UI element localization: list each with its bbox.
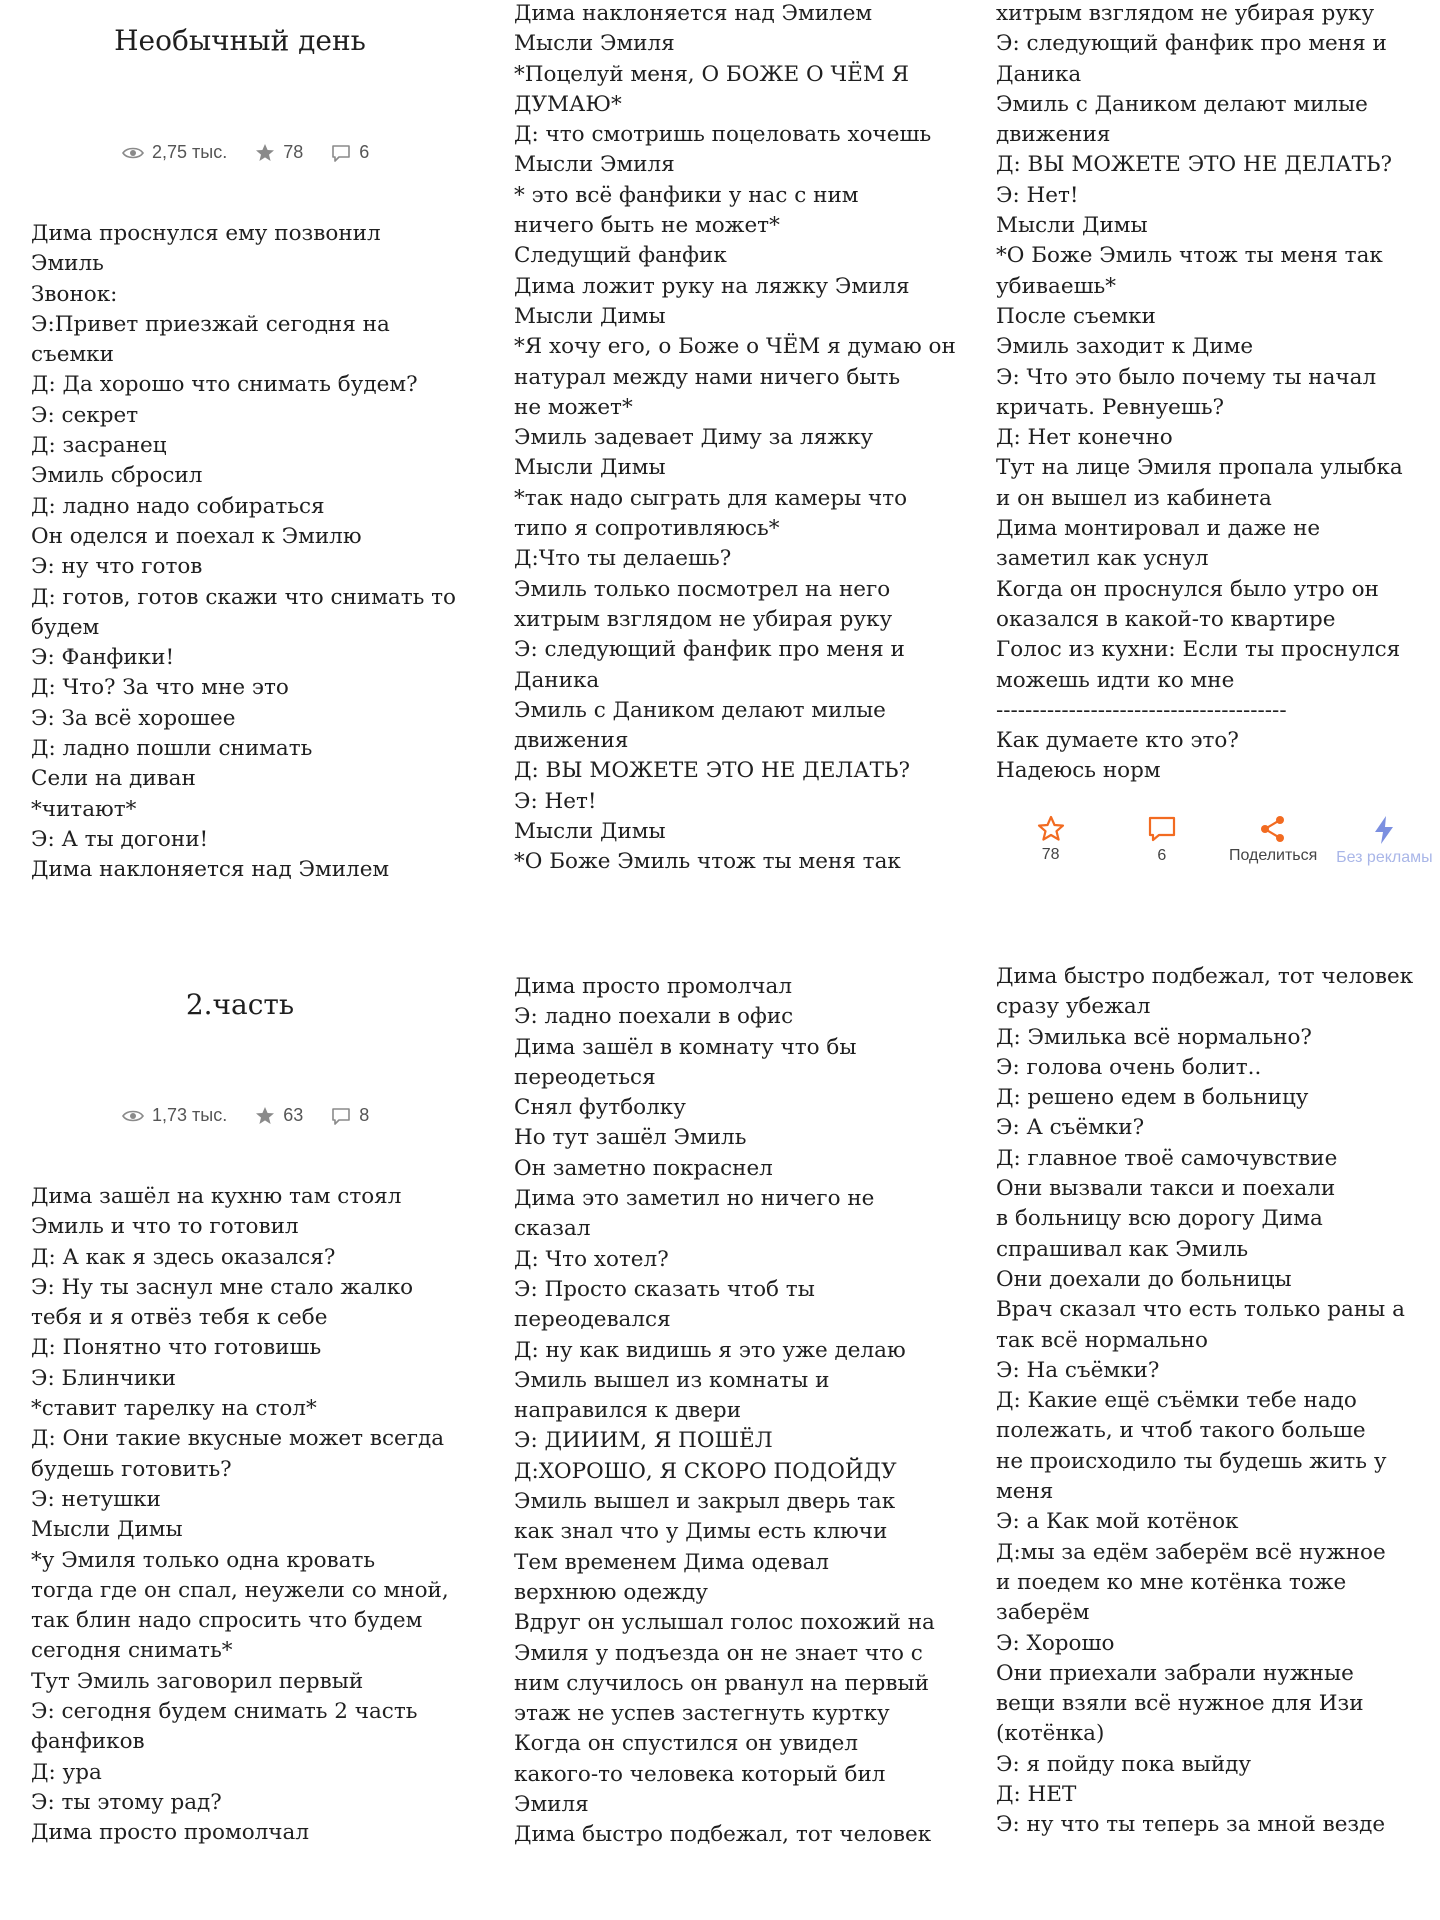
text-line: Дима просто промолчал [514,974,792,999]
text-line: не происходило ты будешь жить у [996,1448,1387,1474]
text-line: сразу убежал [996,994,1151,1020]
eye-icon [122,1109,144,1123]
text-column-p2-c1 [31,1182,481,1856]
text-line: Они вызвали такси и поехали [996,1176,1336,1202]
text-line: Дима быстро подбежал, тот человек [514,1822,932,1848]
text-line: Д: Да хорошо что снимать будем? [31,372,418,398]
text-line: как знал что у Димы есть ключи [514,1519,888,1545]
text-line: Следущий фанфик [514,243,727,269]
text-line: Эмиль сбросил [31,463,203,489]
text-line: сегодня снимать* [31,1638,233,1664]
text-line: натурал между нами ничего быть [514,364,901,390]
text-line: * это всё фанфики у нас с ним [514,182,859,208]
text-line: Э: Нет! [514,788,597,814]
text-column-p2-c3 [996,962,1440,1847]
text-line: (котёнка) [996,1721,1105,1747]
text-line: Д: ладно надо собираться [31,493,325,519]
text-line: Мысли Димы [514,303,666,329]
text-line: Тут Эмиль заговорил первый [31,1668,364,1694]
text-line: Снял футболку [514,1095,686,1121]
text-line: движения [514,728,629,754]
text-line: направился к двери [514,1398,742,1424]
text-line: Д:мы за едём заберём всё нужное [996,1539,1386,1565]
text-line: Эмиля у подъезда он не знает что с [514,1640,923,1666]
text-line: заберём [996,1600,1090,1626]
text-line: движения [996,122,1111,148]
text-line: будешь готовить? [31,1456,232,1482]
text-line: Э: я пойду пока выйду [996,1751,1252,1777]
text-line: ДУМАЮ* [514,91,622,117]
text-line: После съемки [996,303,1156,329]
text-line: типо я сопротивляюсь* [514,516,780,542]
text-line: и он вышел из кабинета [996,485,1272,511]
share-icon [1259,815,1287,843]
text-line: так всё нормально [996,1327,1208,1353]
like-button[interactable] [995,815,1106,875]
text-line: Эмиль и что то готовил [31,1214,299,1240]
comment-icon [331,1107,351,1125]
text-line: Э: Нет! [996,182,1079,208]
text-line: хитрым взглядом не убирая руку [996,1,1375,26]
text-line: Д: Нет конечно [996,425,1173,451]
text-line: Э: Просто сказать чтоб ты [514,1276,815,1302]
text-line: Они приехали забрали нужные [996,1660,1354,1686]
text-line: Э: а Как мой котёнок [996,1509,1239,1535]
text-line: Но тут зашёл Эмиль [514,1125,747,1151]
text-line: Когда он спустился он увидел [514,1731,859,1757]
text-line: не может* [514,394,633,420]
text-line: фанфиков [31,1729,145,1755]
text-line: *у Эмиля только одна кровать [31,1547,376,1573]
text-line: Он оделся и поехал к Эмилю [31,523,362,549]
text-line: оказался в какой-то квартире [996,606,1336,632]
text-column-p2-c2 [514,972,974,1854]
text-line: Э: На съёмки? [996,1357,1160,1383]
text-line: Д:Что ты делаешь? [514,546,732,572]
text-line: Мысли Димы [514,455,666,481]
text-line: хитрым взглядом не убирая руку [514,606,893,632]
stars-count: 78 [283,142,304,162]
text-line: ---------------------------------------- [996,697,1287,723]
text-line: какого-то человека который бил [514,1761,886,1787]
text-line: спрашивал как Эмиль [996,1236,1249,1262]
text-line: Э: ну что готов [31,554,203,580]
text-line: Д: Понятно что готовишь [31,1335,322,1361]
text-line: Э: сегодня будем снимать 2 часть [31,1699,418,1725]
text-line: переодеться [514,1064,656,1090]
text-line: Э: следующий фанфик про меня и [996,31,1387,57]
text-line: Д: засранец [31,433,167,459]
text-line: и поедем ко мне котёнка тоже [996,1569,1347,1595]
text-line: Дима ложит руку на ляжку Эмиля [514,273,910,299]
story-title-part2: 2.часть [185,988,295,1021]
eye-icon [122,146,144,160]
text-line: Э: А съёмки? [996,1115,1145,1141]
stars-count: 63 [283,1105,304,1125]
text-line: Дима монтировал и даже не [996,516,1321,542]
text-line: *читают* [31,796,137,822]
text-line: Д: что смотришь поцеловать хочешь [514,122,932,148]
text-line: Врач сказал что есть только раны а [996,1297,1405,1323]
star-icon [255,1106,275,1125]
text-line: Д: А как я здесь оказался? [31,1244,336,1270]
text-line: *О Боже Эмиль чтож ты меня так [514,849,901,875]
text-column-p1-c1 [31,219,481,891]
star-icon [255,143,275,162]
text-line: Эмиль задевает Диму за ляжку [514,425,874,451]
text-line: переодевался [514,1307,671,1333]
text-line: тебя и я отвёз тебя к себе [31,1305,328,1331]
text-line: Мысли Димы [514,819,666,845]
story-stats-part2 [122,1105,369,1126]
text-line: Эмиль с Даником делают милые [514,697,886,723]
text-line: Д: главное твоё самочувствие [996,1145,1338,1171]
text-line: вещи взяли всё нужное для Изи [996,1691,1364,1717]
text-line: Дима наклоняется над Эмилем [31,857,390,883]
text-line: Д: Они такие вкусные может всегда [31,1426,445,1452]
text-line: *так надо сыграть для камеры что [514,485,908,511]
text-line: Э: ну что ты теперь за мной везде [996,1812,1386,1838]
text-line: Э: А ты догони! [31,826,209,852]
text-line: так блин надо спросить что будем [31,1608,423,1634]
text-line: Дима проснулся ему позвонил [31,221,381,246]
text-line: ничего быть не может* [514,213,780,239]
text-line: Э: нетушки [31,1486,161,1512]
text-line: Э: Ну ты заснул мне стало жалко [31,1274,414,1300]
text-line: убиваешь* [996,273,1117,299]
text-line: Э: секрет [31,402,139,428]
comment-outline-icon [1147,815,1177,843]
text-line: заметил как уснул [996,546,1209,572]
story-actions-bar [995,815,1440,875]
text-line: *ставит тарелку на стол* [31,1396,317,1422]
text-line: *О Боже Эмиль чтож ты меня так [996,243,1383,269]
text-line: полежать, и чтоб такого больше [996,1418,1366,1444]
text-line: Э: следующий фанфик про меня и [514,637,905,663]
stars-stat [255,142,303,163]
text-line: Мысли Эмиля [514,152,675,178]
text-line: Даника [514,667,600,693]
text-line: Д: решено едем в больницу [996,1085,1309,1111]
text-line: Он заметно покраснел [514,1155,773,1181]
text-line: *Я хочу его, о Боже о ЧЁМ я думаю он [514,334,956,360]
text-line: Эмиль [31,251,104,277]
story-title-part1: Необычный день [114,24,366,57]
text-line: Мысли Эмиля [514,31,675,57]
like-count: 78 [1041,846,1060,863]
text-line: этаж не успев застегнуть куртку [514,1701,890,1727]
text-line: Эмиль с Даником делают милые [996,91,1368,117]
text-line: Вдруг он услышал голос похожий на [514,1610,935,1636]
text-line: Э: ладно поехали в офис [514,1004,794,1030]
text-line: Д: ладно пошли снимать [31,736,313,762]
text-line: Эмиль вышел и закрыл дверь так [514,1489,896,1515]
text-column-p1-c3 [996,0,1440,789]
text-line: Д: ВЫ МОЖЕТЕ ЭТО НЕ ДЕЛАТЬ? [996,152,1392,178]
text-line: тогда где он спал, неужели со мной, [31,1577,449,1603]
text-line: Дима зашёл в комнату что бы [514,1034,857,1060]
text-line: Д: ну как видишь я это уже делаю [514,1337,906,1363]
text-line: Д: Что? За что мне это [31,675,289,701]
text-line: Даника [996,61,1082,87]
story-stats-part1 [122,142,369,163]
text-line: Э: ты этому рад? [31,1789,222,1815]
text-line: Мысли Димы [996,213,1148,239]
text-line: Д: ВЫ МОЖЕТЕ ЭТО НЕ ДЕЛАТЬ? [514,758,910,784]
views-count: 1,73 тыс. [152,1105,228,1125]
text-line: Тут на лице Эмиля пропала улыбка [996,455,1403,481]
views-count: 2,75 тыс. [152,142,228,162]
text-line: Д:ХОРОШО, Я СКОРО ПОДОЙДУ [514,1458,897,1484]
text-line: Как думаете кто это? [996,728,1239,754]
text-line: Д: Что хотел? [514,1246,669,1272]
text-line: Д: НЕТ [996,1782,1077,1808]
comments-count: 6 [359,142,370,162]
text-line: Эмиль вышел из комнаты и [514,1367,830,1393]
text-line: Э: Фанфики! [31,645,175,671]
text-line: Звонок: [31,281,118,307]
share-label: Поделиться [1228,847,1318,864]
lightning-icon [1373,815,1395,845]
views-stat [122,1105,227,1126]
text-line: Дима это заметил но ничего не [514,1186,875,1212]
text-line: Тем временем Дима одевал [514,1549,829,1575]
text-line: Э: За всё хорошее [31,705,236,731]
comments-count: 8 [359,1105,370,1125]
text-line: Надеюсь норм [996,758,1161,784]
views-stat [122,142,227,163]
comments-stat [331,142,369,163]
comments-button[interactable] [1106,815,1217,875]
text-line: ним случилось он рванул на первый [514,1670,929,1696]
text-line: в больницу всю дорогу Дима [996,1206,1323,1232]
text-line: Э: Что это было почему ты начал [996,364,1377,390]
text-column-p1-c2 [514,0,974,885]
text-line: можешь идти ко мне [996,667,1235,693]
stars-stat [255,1105,303,1126]
star-outline-icon [1037,815,1065,842]
text-line: съемки [31,342,114,368]
text-line: верхнюю одежду [514,1579,708,1605]
text-line: будем [31,614,100,640]
text-line: Д: Какие ещё съёмки тебе надо [996,1388,1357,1414]
text-line: Д: Эмилька всё нормально? [996,1024,1312,1050]
text-line: Эмиль заходит к Диме [996,334,1254,360]
text-line: Голос из кухни: Если ты проснулся [996,637,1401,663]
text-line: Дима зашёл на кухню там стоял [31,1184,402,1209]
text-line: Э: ДИИИМ, Я ПОШЁЛ [514,1428,773,1454]
comments-action-count: 6 [1157,847,1167,864]
no-ads-button[interactable] [1329,815,1440,875]
share-button[interactable] [1218,815,1329,875]
text-line: *Поцелуй меня, О БОЖЕ О ЧЁМ Я [514,61,910,87]
text-line: сказал [514,1216,591,1242]
text-line: меня [996,1479,1054,1505]
text-line: Мысли Димы [31,1517,183,1543]
comment-icon [331,144,351,162]
text-line: Они доехали до больницы [996,1266,1292,1292]
comments-stat [331,1105,369,1126]
text-line: Дима наклоняется над Эмилем [514,1,873,26]
text-line: Эмиль только посмотрел на него [514,576,891,602]
text-line: Э: голова очень болит.. [996,1054,1262,1080]
text-line: Э: Блинчики [31,1365,176,1391]
text-line: Дима просто промолчал [31,1820,309,1846]
text-line: Эмиля [514,1792,589,1818]
text-line: кричать. Ревнуешь? [996,394,1225,420]
text-line: Когда он проснулся было утро он [996,576,1379,602]
text-line: Дима быстро подбежал, тот человек [996,964,1414,989]
text-line: Д: ура [31,1759,102,1785]
text-line: Э: Хорошо [996,1630,1115,1656]
no-ads-label: Без рекламы [1336,849,1433,866]
text-line: Д: готов, готов скажи что снимать то [31,584,457,610]
text-line: Сели на диван [31,766,196,792]
text-line: Э:Привет приезжай сегодня на [31,311,390,337]
